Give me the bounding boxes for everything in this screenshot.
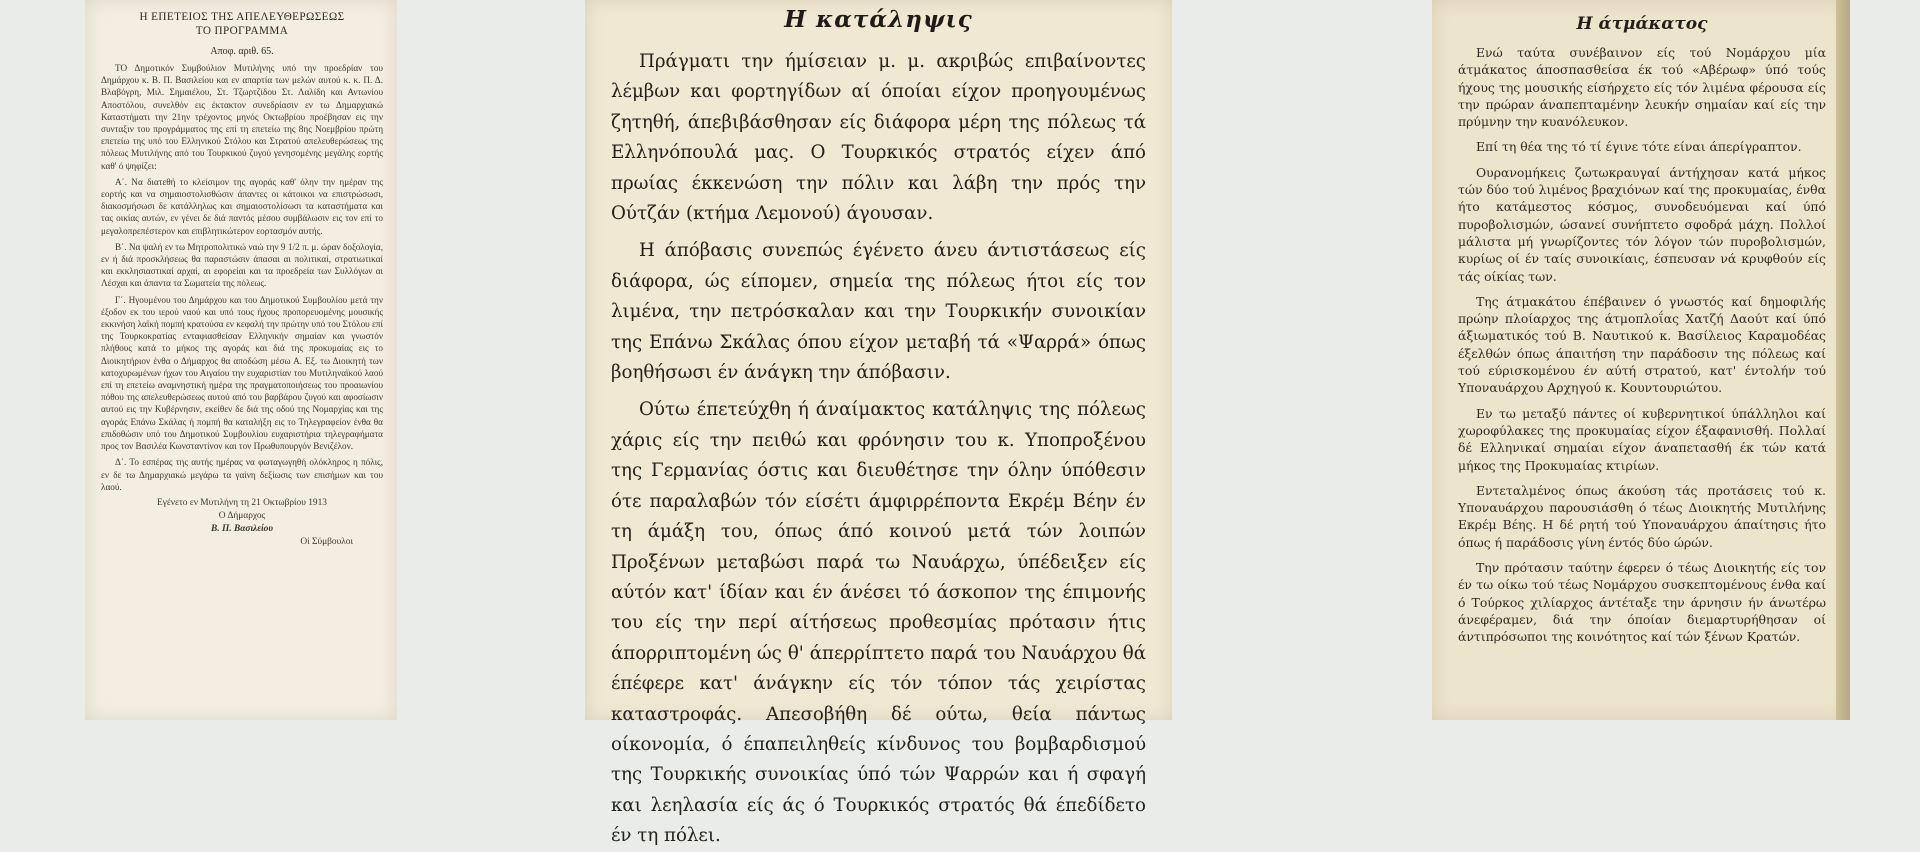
occupation-heading: Η κατάληψις (784, 6, 973, 33)
program-paragraph: Δ΄. Το εσπέρας της αυτής ημέρας να φωταγωγηθή ολόκληρος η πόλις, εν δε τω Δημαρχιακώ μεγάρω τα γαίνη δεξίωσις των επισήμων και του λαού. (101, 457, 383, 492)
article-paragraph: Επί τη θέα της τό τί έγινε τότε είναι άπερίγραπτον. (1476, 139, 1802, 155)
councillors-label: Οί Σύμβουλοι (300, 536, 353, 547)
decree-number: Αποφ. αριθ. 65. (210, 46, 274, 57)
left-newspaper-clipping (85, 0, 397, 720)
mayor-label: Ο Δήμαρχος (218, 510, 266, 521)
article-paragraph: Ουρανομήκεις ζωτωκραυγαί άντήχησαν κατά μήκος τών δύο τού λιμένος βραχιόνων καί της προκυμαίας, ένθα ήτο κατάμεστος κόσμος, συνοδευόμεναι καί ύπό πυροβολισμών, ώσανεί συνήπτετο σφοδρά μάχη. Πολλοί μάλιστα μή γνωρίζοντες τόν λόγον τών πυροβολισμών, κυρίως οί έν ταίς συνοικίαις, έσπευσαν νά κρυφθούν είς τάς οίκίας των. (1458, 164, 1826, 284)
article-paragraph: Η άπόβασις συνεπώς έγένετο άνευ άντιστάσεως είς διάφορα, ώς είπομεν, σημεία της πόλεως ήτοι είς τον λιμένα, την πετρόσκαλαν και την Τουρκικήν συνοικίαν της Επάνω Σκάλας όπου είχον μεταβή τά «Ψαρρά» όπως βοηθήσωσι έν άνάγκη την άπόβασιν. (611, 240, 1146, 384)
article-paragraph: Πράγματι την ήμίσειαν μ. μ. ακριβώς επιβαίνοντες λέμβων και φορτηγίδων αί όποίαι είχον προηγουμένως ζητηθή, άπεβιβάσθησαν είς διάφορα μέρη της πόλεως τά Ελληνόπουλά μας. Ο Τουρκικός στρατός είχεν άπό πρωίας έκκενώση την πόλιν και λάβη την πρός την Ούτζάν (κτήμα Λεμονού) άγουσαν. (611, 51, 1146, 225)
article-paragraph: Ούτω έπετεύχθη ή άναίμακτος κατάληψις της πόλεως χάρις είς την πειθώ και φρόνησιν του κ. Υποπροξένου της Γερμανίας όστις και διευθέτησε την όλην ύπόθεσιν ότε παραλαβών τόν είσέτι άμφιρρέποντα Εκρέμ Βέην έν τη άμάξη του, όπως άπό κοινού μετά τών λοιπών Προξένων μεταβώσι παρά τω Ναυάρχω, ύπέδειξεν είς αύτόν κατ' ίδίαν και έν άνέσει τό άσκοπον της έπιμονής του είς την περί αίτήσεως προθεσμίας πρότασιν ήτις άπορριπτομένη ώς θ' άπερρίπτετο παρά του Ναυάρχου θά έπέφερε κατ' άνάγκην είς τόν τόπον τάς χειρίστας καταστροφάς. Απεσοβήθη δέ ούτω, θεία πάντως οίκονομία, ό έπαπειληθείς κίνδυνος του βομβαρδισμού της Τουρκικής συνοικίας ύπό τών Ψαρρών και ή σφαγή και λεηλασία είς άς ό Τουρκικός στρατός θά έπεδίδετο έν τη πόλει. (611, 399, 1146, 847)
program-paragraph: ΤΟ Δημοτικόν Συμβούλιον Μυτιλήνης υπό την προεδρίαν του Δημάρχου κ. Β. Π. Βασιλείου και εν απαρτία των μελών αυτού κ. κ. Π. Δ. Βλαβόγρη, Μιλ. Σημαιέλου, Στ. Τζωρτζίδου Στ. Λαλίδη και Αντωνίου Αποστόλου, συνελθόν εις έκτακτον συνεδρίασιν εν τω Δημαρχιακώ Καταστήματι την 21ην τρέχοντος μηνός Οκτωβρίου προέβησαν εις την συνταξιν του προγράμματος της επί τη επετείω της 8ης Νοεμβρίου πρώτη επετείω της υπό του Ελληνικού Στόλου και Στρατού απελευθερώσεως της πόλεως Μυτιλήνης από του Τουρκικού ζυγού γενησομένης μεγάλης εορτής καθ' ό ψηφίζει: (101, 63, 383, 171)
article-paragraph: Την πρότασιν ταύτην έφερεν ό τέως Διοικητής είς τον έν τω οίκω τού τέως Νομάρχου συσκεπτομένους ένθα καί ό Τούρκος χιλίαρχος άντέταξε την άρνησιν ήν άνωτέρω άνεφέραμεν, διά την όποίαν διεμαρτυρήθησαν οί άντιπρόσωποι της κοινότητος καί τών ξένων Κρατών. (1458, 560, 1826, 645)
mayor-name: Β. Π. Βασιλείου (211, 523, 273, 534)
article-paragraph: Εν τω μεταξύ πάντες οί κυβερνητικοί ύπάλληλοι καί χωροφύλακες της προκυμαίας είχον έξαφανισθή. Πολλαί δέ Ελληνικαί σημαίαι είχον άναπετασθή έκ τών κατά μήκος της Προκυμαίας κτιρίων. (1458, 405, 1826, 473)
program-title-line-1: Η ΕΠΕΤΕΙΟΣ ΤΗΣ ΑΠΕΛΕΥΘΕΡΩΣΕΩΣ (139, 11, 345, 23)
program-paragraph: Β΄. Να ψαλή εν τω Μητροπολιτικώ ναώ την 9 1/2 π. μ. ώραν δοξολογία, εν ή διά προσκλήσεως θα παραστώσιν άπασαι αι πολιτικαί, στρατιωτικαί και εκκλησιαστικαί αρχαί, αι εφορείαι και τα προεδρεία των Συλλόγων αι Λέσχαι και άπαντα τα Σωματεία της πόλεως. (101, 241, 383, 289)
right-newspaper-clipping (1432, 0, 1850, 720)
program-title (101, 10, 383, 38)
program-paragraph: Γ΄. Ηγουμένου του Δημάρχου και του Δημοτικού Συμβουλίου μετά την έξοδον εκ του ιερού ναού και υπό τους ήχους προπορευομένης μουσικής εκκινήση λαϊκή πομπή κρατούσα εν κεφαλή την πρώτην υπό του Στόλου επί της Τουρκοκρατίας ενταφιασθείσαν Ελληνικήν σημαίαν και γνωστόν πλήθους κατά το μήκος της αγοράς και διά της προκυμαίας εις το Διοικητήριον ένθα ο Δήμαρχος θα αποδώση μέσω Α. Εξ. τω Διοικητή των κατοχυρωμένων ήχων του Αιγαίου την ευχαριστίαν του Μυτιληναϊκού λαού επί τη επετείω αναμνηστική ημέρα της πραγματοποιήσεως του προαιωνίου πόθου της απελευθερώσεως αυτού από του βαρβάρου ζυγού και αφοσίωσιν αυτού εις την Κυβέρνησιν, εκείθεν δε διά της οδού της Νομαρχίας και της αγοράς Επάνω Σκάλας ή πομπή θα καταλήξη εις το Τηλεγραφείον ένθα θα επιδοθώσιν υπό του Δημοτικού Συμβουλίου ευχαριστήρια τηλεγραφήματα προς τον Βασιλέα Κωνσταντίνον και τον Πρωθυπουργόν Βενιζέλον. (101, 294, 383, 452)
program-title-line-2: ΤΟ ΠΡΟΓΡΑΜΜΑ (195, 25, 289, 37)
date-line: Εγένετο εν Μυτιλήνη τη 21 Οκτωβρίου 1913 (157, 497, 327, 508)
article-paragraph: Της άτμακάτου έπέβαινεν ό γνωστός καί δημοφιλής πρώην πλοίαρχος της άτμοπλοΐας Χατζή Δαούτ καί ύπό άξιωματικός τού Β. Ναυτικού κ. Βασίλειος Καραμοδέας έξελθών όπως άπαιτήση την παράδοσιν της πόλεως καί τού εύρισκομένου έν αύτή στρατού, κατ' έντολήν τού Υποναυάρχου Αρχηγού κ. Κουντουριώτου. (1458, 293, 1826, 396)
article-paragraph: Ενώ ταύτα συνέβαινον είς τού Νομάρχου μία άτμάκατος άποσπασθείσα έκ τού «Αβέρωφ» ύπό τούς ήχους της μουσικής είσήρχετο είς τόν λιμένα φέρουσα είς την πρώραν άναπεπταμένην λευκήν σημαίαν καί είς την πρύμνην την κυανόλευκον. (1458, 45, 1826, 130)
article-paragraph: Εντεταλμένος όπως άκούση τάς προτάσεις τού κ. Υποναυάρχου παρουσιάσθη ό τέως Διοικητής Μυτιλήνης Εκρέμ Βέης. Η δέ ρητή τού Υποναυάρχου άπαίτησις ήτο όπως ή παράδοσις γίνη έντός δύο ώρών. (1458, 482, 1826, 550)
page-binding-edge (1836, 0, 1850, 720)
program-paragraph: Α΄. Να διατεθή το κλείσιμον της αγοράς καθ' όλην την ημέραν της εορτής και να σημαιοστολισθώσιν άπαντες οι κάτοικοι να επιστρώσωσι, διακοσμήσωσι δε κατάλληλως και σημαιοστολίσωσι τα καταστήματα και τας οικίας αυτών, εν γένει δε διά παντός μέσου συμβάλωσιν εις τον επί το μεγαλοπρεπέστερον και επιβλητικώτερον εορτασμόν αυτής. (101, 176, 383, 236)
middle-newspaper-clipping (585, 0, 1172, 847)
steam-launch-heading: Η άτμάκατος (1576, 14, 1708, 34)
